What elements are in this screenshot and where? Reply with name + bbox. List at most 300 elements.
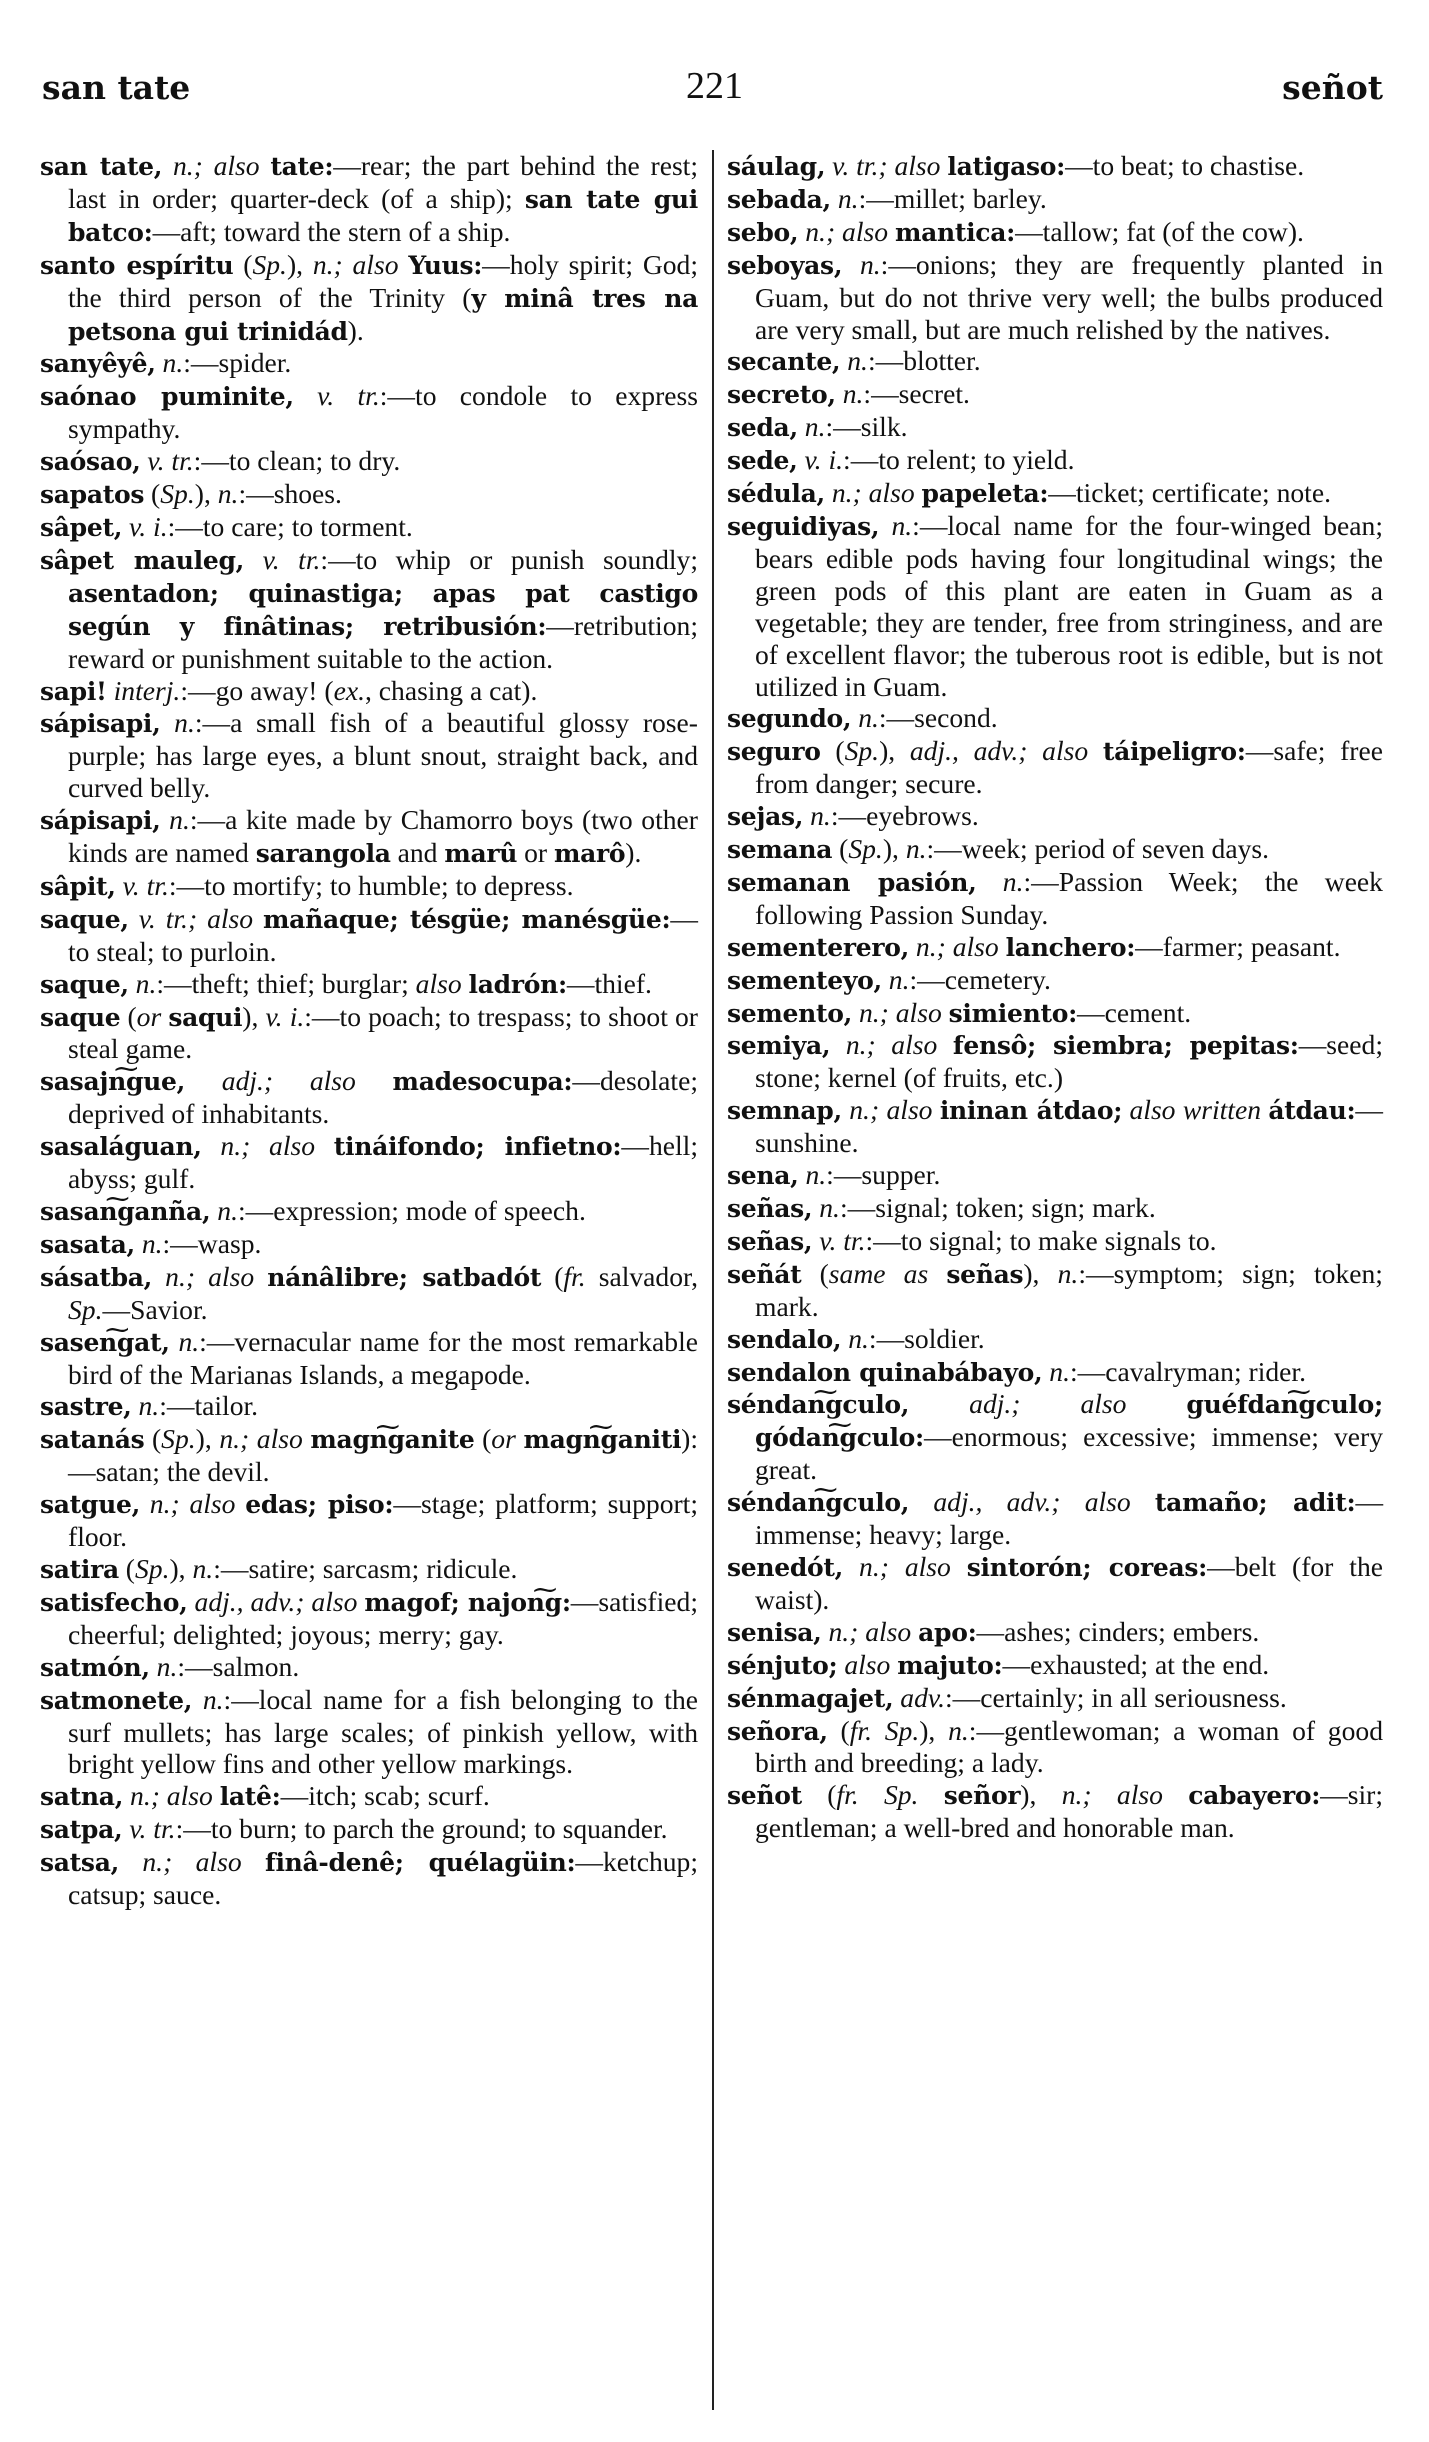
definition-text: (: [827, 1714, 850, 1746]
grammar-label: n.; also: [828, 1615, 912, 1647]
headword: tináifondo; infietno:: [333, 1132, 622, 1162]
headword: madesocupa:: [392, 1067, 573, 1097]
definition-text: [162, 150, 173, 181]
grammar-label: n.: [905, 833, 927, 865]
headword: segundo,: [727, 704, 852, 734]
dictionary-entry: [727, 1779, 1383, 1844]
headword: sásatba,: [40, 1262, 153, 1292]
headword: nánâlibre; satbadót: [267, 1262, 542, 1292]
definition-text: (: [832, 833, 849, 865]
dictionary-entry: [727, 1682, 1383, 1715]
dictionary-entry: [40, 445, 698, 478]
grammar-label: adj.; also: [969, 1388, 1127, 1420]
grammar-label: n.: [819, 1192, 840, 1223]
headword: satmón,: [40, 1652, 150, 1682]
grammar-label: v. tr.: [317, 380, 380, 412]
definition-text: [122, 511, 129, 542]
definition-text: —sir; gentleman; a well-bred and honorable man.: [755, 1779, 1383, 1844]
grammar-label: adj., adv.; also: [933, 1486, 1131, 1518]
definition-text: —desolate; deprived of inhabitants.: [68, 1065, 699, 1130]
headword: semnap,: [727, 1096, 842, 1126]
dictionary-entry: [40, 1684, 698, 1781]
definition-text: [918, 1779, 943, 1810]
dictionary-entry: [727, 1356, 1383, 1389]
dictionary-entry: [727, 1388, 1383, 1486]
grammar-label: n.: [169, 804, 190, 836]
definition-text: [161, 707, 175, 738]
grammar-label: n.; also: [172, 150, 260, 181]
grammar-label: n.: [202, 1683, 224, 1715]
dictionary-entry: [727, 1159, 1383, 1192]
dictionary-entry: [40, 870, 698, 903]
dictionary-entry: [727, 1029, 1383, 1094]
dictionary-entry: [727, 1094, 1383, 1159]
definition-text: :—salmon.: [177, 1650, 300, 1682]
definition-text: —itch; scab; scurf.: [280, 1780, 490, 1812]
definition-text: and: [390, 837, 445, 869]
definition-text: :—silk.: [825, 411, 908, 443]
definition-text: :—spider.: [183, 347, 292, 379]
headword: sapi!: [40, 676, 107, 706]
headword: séndan͠gculo,: [727, 1488, 910, 1518]
definition-text: :—to clean; to dry.: [193, 445, 401, 477]
dictionary-entry: [727, 444, 1383, 477]
grammar-label: same as: [828, 1257, 929, 1289]
grammar-label: Sp.: [160, 478, 195, 510]
definition-text: :—to relent; to yield.: [843, 444, 1075, 476]
definition-text: :—tailor.: [159, 1390, 259, 1422]
dictionary-entry: [40, 1553, 698, 1586]
grammar-label: also written: [1129, 1094, 1262, 1126]
dictionary-entry: [727, 1551, 1383, 1616]
grammar-label: n.: [174, 707, 195, 739]
headword: seguro: [727, 737, 821, 767]
definition-text: ),: [882, 833, 906, 865]
dictionary-entry: [40, 1326, 698, 1391]
grammar-label: n.; also: [130, 1780, 213, 1812]
definition-text: [942, 997, 949, 1028]
definition-text: —satisfied; cheerful; delighted; joyous; merry; gay.: [68, 1585, 698, 1650]
grammar-label: or: [136, 1000, 162, 1032]
headword: sendalo,: [727, 1324, 842, 1354]
headword: lanchero:: [1005, 932, 1136, 962]
headword: tamaño; adit:: [1154, 1488, 1356, 1518]
right-column: [727, 150, 1383, 1844]
definition-text: ),: [1023, 1257, 1058, 1289]
definition-text: , chasing a cat).: [364, 674, 538, 706]
definition-text: —cement.: [1077, 996, 1192, 1028]
headword: señora,: [727, 1716, 828, 1746]
headword: señot: [727, 1781, 802, 1811]
grammar-label: Sp.: [252, 248, 287, 280]
definition-text: [119, 1846, 142, 1877]
headword: sasata,: [40, 1229, 135, 1259]
headword: fensô; siembra; pepitas:: [952, 1031, 1299, 1061]
grammar-label: n.: [1057, 1257, 1079, 1289]
definition-text: [909, 1486, 933, 1517]
headword: sápisapi,: [40, 709, 161, 739]
headword: semana: [727, 835, 833, 865]
headword: sintorón; coreas:: [966, 1552, 1208, 1582]
headword: apo:: [918, 1617, 977, 1647]
definition-text: [462, 968, 469, 999]
definition-text: —thief.: [566, 967, 652, 999]
definition-text: [185, 1065, 222, 1096]
headword: sénjuto;: [727, 1650, 838, 1680]
definition-text: —farmer; peasant.: [1135, 930, 1341, 962]
dictionary-entry: [727, 1258, 1383, 1323]
definition-text: :—signal; token; sign; mark.: [839, 1192, 1156, 1223]
headword: sebo,: [727, 217, 799, 247]
dictionary-entry: [40, 1586, 698, 1651]
headword: sénmagajet,: [727, 1683, 894, 1713]
definition-text: —ashes; cinders; embers.: [976, 1615, 1260, 1647]
dictionary-entry: [40, 1065, 698, 1130]
dictionary-entry: [40, 544, 698, 675]
definition-text: [977, 866, 1003, 897]
dictionary-entry: [40, 1423, 698, 1488]
dictionary-entry: [727, 1649, 1383, 1682]
grammar-label: n.: [192, 1552, 214, 1584]
definition-text: [937, 1029, 953, 1060]
grammar-label: or: [491, 1423, 516, 1455]
grammar-label: adj.; also: [221, 1065, 356, 1097]
dictionary-entry: [40, 1261, 698, 1326]
definition-text: :—local name for the four-winged bean; bears edible pods having four longitudinal wings; the green pods of this plant are eaten in Guam as a vegetable; they are tender, free from stringiness, and are of excellent flavor; the tuberous root is edible, but is not utilized in Guam.: [755, 509, 1383, 702]
definition-text: [882, 964, 889, 995]
definition-text: [798, 411, 805, 442]
headword: semiya,: [727, 1031, 831, 1061]
dictionary-entry: [727, 800, 1383, 833]
definition-text: —hell; abyss; gulf.: [68, 1130, 698, 1195]
headword: saónao puminite,: [40, 382, 294, 412]
grammar-label: n.; also: [149, 1488, 236, 1520]
definition-text: :—expression; mode of speech.: [237, 1195, 586, 1226]
definition-text: —enormous; excessive; immense; very great.: [755, 1421, 1383, 1486]
grammar-label: v. tr.: [262, 543, 321, 575]
headword: señas,: [727, 1226, 813, 1256]
definition-text: [999, 931, 1006, 962]
headword: latigaso:: [947, 152, 1066, 181]
headword: saque,: [40, 904, 129, 934]
headword: papeleta:: [921, 479, 1049, 509]
definition-text: [399, 249, 409, 280]
headword: satgue,: [40, 1490, 140, 1520]
definition-text: [842, 249, 860, 280]
dictionary-entry: [727, 964, 1383, 997]
definition-text: —tallow; fat (of the cow).: [1015, 215, 1304, 247]
grammar-label: n.: [178, 1325, 200, 1357]
definition-text: —holy spirit; God; the third person of the Trinity (: [68, 248, 699, 313]
definition-text: [830, 1029, 846, 1060]
grammar-label: n.; also: [845, 1029, 938, 1061]
definition-text: [129, 903, 139, 934]
grammar-label: n.: [217, 478, 239, 510]
definition-text: —rear; the part behind the rest; last in order; quarter-deck (of a ship);: [68, 150, 699, 214]
headword: señor: [943, 1781, 1021, 1811]
dictionary-entry: [727, 833, 1383, 866]
headword: sementeyo,: [727, 965, 882, 995]
definition-text: ),: [169, 1552, 193, 1584]
definition-text: [235, 1488, 245, 1519]
dictionary-entry: [40, 968, 698, 1001]
grammar-label: v. i.: [265, 1000, 305, 1032]
definition-text: ),: [879, 735, 910, 767]
definition-text: :—supper.: [826, 1159, 941, 1191]
grammar-label: also: [415, 967, 462, 999]
headword: Yuus:: [408, 250, 483, 280]
headword: san tate,: [40, 152, 163, 181]
dictionary-entry: [727, 1715, 1383, 1780]
definition-text: salvador,: [585, 1260, 698, 1292]
dictionary-entry: [727, 216, 1383, 249]
definition-text: [123, 1780, 130, 1811]
dictionary-entry: [727, 183, 1383, 216]
definition-text: [909, 931, 916, 962]
dictionary-entry: [727, 702, 1383, 735]
headword: satpa,: [40, 1815, 123, 1845]
definition-text: [107, 675, 114, 706]
dictionary-entry: [727, 997, 1383, 1030]
definition-text: [932, 1094, 939, 1125]
definition-text: [161, 804, 170, 835]
grammar-label: n.; also: [831, 477, 915, 509]
dictionary-entry: [40, 347, 698, 380]
grammar-label: ex.: [333, 674, 365, 706]
headword: sasen͠gat,: [40, 1327, 170, 1357]
headword: sáulag,: [727, 152, 826, 181]
headword: sasan͠ganña,: [40, 1197, 211, 1226]
headword: satmonete,: [40, 1685, 193, 1715]
grammar-label: n.; also: [805, 215, 889, 247]
definition-text: :—cemetery.: [909, 963, 1051, 995]
headword: san tate gui batco:: [68, 184, 698, 247]
grammar-label: also: [844, 1648, 891, 1680]
definition-text: [150, 1651, 157, 1682]
definition-text: [915, 477, 922, 508]
headword: sâpet,: [40, 512, 123, 542]
dictionary-entry: [40, 150, 698, 249]
grammar-label: n.; also: [849, 1094, 933, 1126]
definition-text: :—blotter.: [867, 345, 981, 377]
definition-text: :—go away! (: [180, 674, 334, 706]
definition-text: —ticket; certificate; note.: [1048, 477, 1331, 509]
headword: señas,: [727, 1194, 813, 1223]
grammar-label: v. tr.: [122, 869, 169, 901]
headword: sena,: [727, 1161, 799, 1191]
definition-text: :—eyebrows.: [830, 800, 979, 832]
grammar-label: n.: [859, 248, 881, 280]
headword: tate:: [270, 152, 334, 181]
headword: sebada,: [727, 184, 831, 214]
headword: ininan átdao;: [939, 1096, 1123, 1126]
headword: cabayero:: [1188, 1781, 1321, 1811]
definition-text: —Savior.: [102, 1293, 208, 1325]
headword: santo espíritu: [40, 250, 234, 280]
dictionary-entry: [40, 707, 698, 804]
grammar-label: n.: [948, 1714, 969, 1746]
dictionary-entry: [727, 1486, 1383, 1551]
headword: señát: [727, 1259, 802, 1289]
headword: sastre,: [40, 1392, 132, 1422]
headword: satanás: [40, 1425, 145, 1455]
dictionary-entry: [40, 903, 698, 968]
dictionary-entry: [727, 249, 1383, 346]
headword: sápisapi,: [40, 806, 161, 836]
definition-text: :—millet; barley.: [858, 182, 1047, 214]
definition-text: :—secret.: [863, 378, 970, 410]
headword: sanyêyê,: [40, 349, 156, 379]
definition-text: (: [118, 1552, 135, 1584]
definition-text: ),: [195, 1423, 220, 1455]
grammar-label: n.; also: [219, 1423, 303, 1455]
headword: magn͠ganiti: [523, 1425, 682, 1455]
definition-text: :—second.: [878, 702, 998, 734]
dictionary-entry: [40, 1390, 698, 1423]
headword: átdau:: [1268, 1096, 1356, 1126]
definition-text: [831, 183, 838, 214]
headword: guéfdan͠gculo; gódan͠gculo:: [755, 1390, 1383, 1453]
headword: señas: [946, 1259, 1024, 1289]
grammar-label: n.; also: [1061, 1779, 1163, 1811]
definition-text: ),: [194, 478, 218, 510]
definition-text: [129, 968, 136, 999]
headword: saque,: [40, 969, 129, 999]
headword: sâpit,: [40, 871, 116, 901]
grammar-label: n.; also: [220, 1130, 316, 1162]
headword: marû: [444, 839, 518, 869]
definition-text: :—to whip or punish soundly;: [320, 543, 698, 575]
definition-text: —immense; heavy; large.: [755, 1486, 1384, 1551]
dictionary-entry: [727, 1616, 1383, 1649]
headword: saqui: [168, 1002, 243, 1032]
grammar-label: n.: [810, 800, 831, 832]
definition-text: [244, 544, 263, 575]
dictionary-entry: [727, 378, 1383, 411]
definition-text: ),: [1020, 1779, 1062, 1811]
grammar-label: n.: [848, 1322, 869, 1354]
dictionary-entry: [40, 1813, 698, 1846]
headword: majuto:: [897, 1650, 1003, 1680]
grammar-label: fr. Sp.: [849, 1714, 920, 1746]
headword: semento,: [727, 998, 853, 1028]
headword: satna,: [40, 1782, 124, 1812]
headword: saósao,: [40, 447, 141, 477]
definition-text: [928, 1258, 946, 1289]
headword: marô: [553, 839, 626, 869]
dictionary-entry: [727, 1192, 1383, 1225]
headword: séndan͠gculo,: [727, 1390, 910, 1420]
headword: latê:: [219, 1782, 281, 1812]
grammar-label: n.: [1049, 1355, 1070, 1387]
definition-text: [356, 1065, 393, 1096]
dictionary-entry: [727, 477, 1383, 510]
definition-text: :—onions; they are frequently planted in Guam, but do not thrive very well; the bulbs produced are very small, but are much relished by the natives.: [755, 248, 1383, 345]
definition-text: —exhausted; at the end.: [1002, 1648, 1270, 1680]
grammar-label: fr. Sp.: [836, 1779, 919, 1811]
definition-text: [242, 1846, 265, 1877]
headword: satira: [40, 1554, 119, 1584]
definition-text: :—to care; to torment.: [167, 510, 413, 542]
headword: senedót,: [727, 1552, 844, 1582]
definition-text: :—theft; thief; burglar;: [156, 967, 416, 999]
left-column: [40, 150, 698, 1911]
definition-text: :—a small fish of a beautiful glossy rose-purple; has large eyes, a blunt snout, straight back, and curved belly.: [68, 707, 698, 804]
definition-text: [825, 477, 832, 508]
dictionary-entry: [40, 1228, 698, 1261]
grammar-label: n.: [805, 1159, 827, 1191]
definition-text: :—cavalryman; rider.: [1070, 1355, 1306, 1387]
definition-text: ).: [625, 837, 642, 869]
dictionary-entry: [727, 510, 1383, 702]
dictionary-entry: [727, 931, 1383, 964]
definition-text: [852, 997, 859, 1028]
definition-text: ),: [919, 1714, 949, 1746]
headword: secreto,: [727, 380, 836, 410]
definition-text: :—gentlewoman; a woman of good birth and breeding; a lady.: [755, 1714, 1383, 1779]
definition-text: —safe; free from danger; secure.: [755, 735, 1383, 800]
grammar-label: v. tr.: [129, 1813, 176, 1845]
dictionary-entry: [727, 735, 1383, 800]
headword: edas; piso:: [245, 1490, 394, 1520]
grammar-label: n.: [135, 967, 157, 999]
definition-text: —to steal; to purloin.: [68, 902, 699, 967]
definition-text: ).: [347, 314, 364, 346]
definition-text: (: [144, 478, 161, 510]
definition-text: :—satire; sarcasm; ridicule.: [213, 1552, 518, 1584]
dictionary-entry: [40, 675, 698, 708]
column-divider: [712, 150, 714, 2410]
definition-text: (: [233, 248, 253, 280]
headword: mañaque; tésgüe; manésgüe:: [263, 904, 671, 934]
grammar-label: n.; also: [142, 1846, 242, 1878]
dictionary-entry: [727, 150, 1383, 183]
definition-text: [156, 347, 163, 378]
headword: mantica:: [894, 217, 1016, 247]
definition-text: —seed; stone; kernel (of fruits, etc.): [755, 1029, 1383, 1094]
definition-text: [152, 1261, 165, 1292]
definition-text: [1131, 1486, 1155, 1517]
headword: magn͠ganite: [310, 1425, 475, 1455]
headword: y minâ tres na petsona gui trinidád: [68, 283, 698, 346]
definition-text: :—to burn; to parch the ground; to squander.: [175, 1813, 668, 1845]
definition-text: [836, 378, 843, 409]
definition-text: [253, 903, 263, 934]
grammar-label: n.: [162, 347, 184, 379]
definition-text: (: [801, 1257, 829, 1289]
grammar-label: Sp.: [848, 833, 883, 865]
definition-text: [202, 1130, 221, 1161]
dictionary-entry: [727, 345, 1383, 378]
dictionary-entry: [40, 1488, 698, 1553]
dictionary-entry: [727, 1323, 1383, 1356]
definition-text: [951, 1551, 967, 1582]
definition-text: :—a kite made by Chamorro boys (two other kinds are named: [68, 804, 698, 869]
definition-text: [1088, 735, 1103, 766]
headword: sasaláguan,: [40, 1132, 202, 1162]
running-head-left: san tate: [42, 68, 191, 107]
grammar-label: n.: [891, 509, 913, 541]
dictionary-entry: [727, 866, 1383, 931]
headword: seguidiyas,: [727, 511, 880, 541]
grammar-label: v. tr.; also: [138, 902, 254, 934]
dictionary-entry: [40, 380, 698, 445]
grammar-label: n.; also: [312, 248, 399, 280]
definition-text: (: [541, 1260, 564, 1292]
definition-text: [315, 1130, 334, 1161]
headword: senisa,: [727, 1617, 822, 1647]
headword: táipeligro:: [1102, 737, 1246, 767]
